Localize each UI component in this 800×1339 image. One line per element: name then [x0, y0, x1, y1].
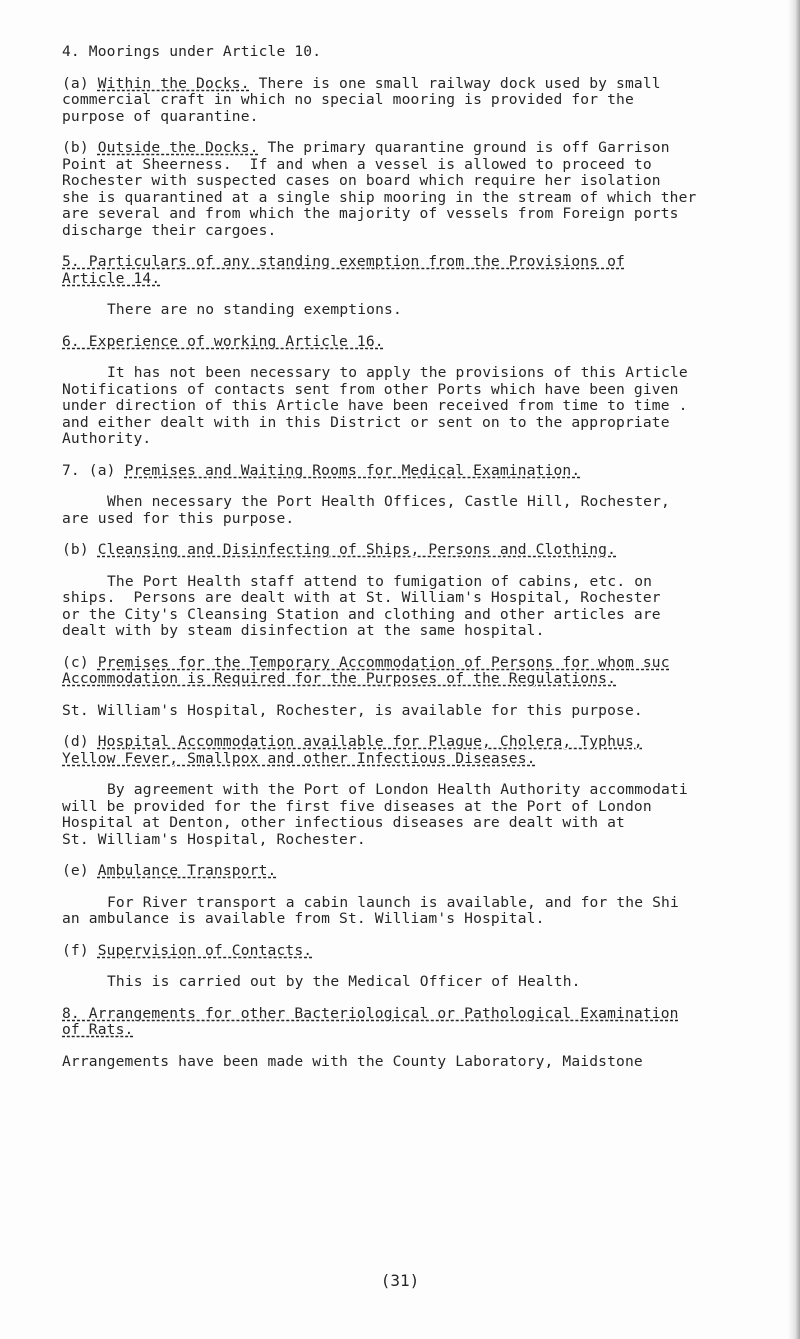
- section-7d-heading: [62, 734, 786, 751]
- section-7f-title: Supervision of Contacts.: [97, 941, 313, 959]
- section-7e-label: (e): [62, 862, 98, 879]
- section-4b-first-line: [62, 140, 786, 157]
- section-4a-title: Within the Docks.: [97, 74, 250, 92]
- section-4b: [62, 140, 786, 239]
- section-8-title: 8. Arrangements for other Bacteriological or Pathological Examination: [62, 1004, 679, 1022]
- section-7a-body: [62, 494, 786, 527]
- section-7c-heading: [62, 655, 786, 672]
- section-7a-label: 7. (a): [62, 461, 125, 479]
- section-7d-title-cont: Yellow Fever, Smallpox and other Infectious Diseases.: [62, 749, 536, 767]
- section-4b-line-2: Rochester with suspected cases on board which require her isolation: [62, 172, 661, 189]
- section-7d-label: (d): [62, 733, 98, 750]
- section-5-body-block: [62, 302, 786, 319]
- section-7d: [62, 734, 786, 767]
- section-4a-line-2: purpose of quarantine.: [62, 107, 259, 125]
- section-7a: [62, 463, 786, 480]
- section-8: [62, 1006, 786, 1039]
- section-7b-line-0: The Port Health staff attend to fumigation of cabins, etc. on: [107, 572, 653, 590]
- section-4a-line-1: commercial craft in which no special mooring is provided for the: [62, 91, 634, 108]
- page-number: (31): [380, 1271, 420, 1290]
- section-7e-title: Ambulance Transport.: [97, 862, 277, 879]
- section-7f-heading: [62, 943, 786, 960]
- section-7c-line-0: St. William's Hospital, Rochester, is available for this purpose.: [62, 701, 643, 719]
- section-4a: [62, 76, 786, 126]
- section-7b-body: [62, 574, 786, 640]
- section-8-title-cont: of Rats.: [62, 1021, 134, 1038]
- section-6: [62, 334, 786, 351]
- section-7d-line-2: Hospital at Denton, other infectious diseases are dealt with at: [62, 814, 625, 831]
- section-7b-heading: [62, 542, 786, 559]
- section-5-body: There are no standing exemptions.: [107, 301, 402, 318]
- section-7c-title-cont: Accommodation is Required for the Purposes of the Regulations.: [62, 670, 617, 687]
- section-6-body: [62, 365, 786, 448]
- section-7f-label: (f): [62, 941, 98, 959]
- section-5-title: 5. Particulars of any standing exemption from the Provisions of: [62, 253, 625, 270]
- section-4b-line-1: Point at Sheerness. If and when a vessel is allowed to proceed to: [62, 155, 652, 173]
- section-4b-line-4: are several and from which the majority of vessels from Foreign ports: [62, 205, 679, 222]
- section-4b-title: Outside the Docks.: [97, 139, 259, 156]
- section-6-title: 6. Experience of working Article 16.: [62, 332, 384, 350]
- section-7d-line-3: St. William's Hospital, Rochester.: [62, 830, 366, 848]
- section-7e: [62, 863, 786, 880]
- section-6-line-3: and either dealt with in this District or sent on to the appropriate: [62, 413, 670, 431]
- section-7f-body: [62, 974, 786, 991]
- section-6-line-2: under direction of this Article have been received from time to time .: [62, 397, 688, 414]
- section-5: [62, 254, 786, 287]
- section-7f-line-0: This is carried out by the Medical Officer of Health.: [107, 973, 581, 990]
- section-7b-line-1: ships. Persons are dealt with at St. William's Hospital, Rochester: [62, 589, 661, 606]
- section-7e-heading: [62, 863, 786, 880]
- section-4b-label: (b): [62, 139, 98, 156]
- section-4a-label: (a): [62, 74, 98, 92]
- section-6-line-1: Notifications of contacts sent from other Ports which have been given: [62, 380, 679, 398]
- section-5-title-cont: Article 14.: [62, 269, 161, 287]
- section-7c-body: [62, 703, 786, 720]
- section-4b-line-3: she is quarantined at a single ship mooring in the stream of which ther: [62, 188, 697, 206]
- section-7d-title: Hospital Accommodation available for Plague, Cholera, Typhus,: [97, 733, 643, 750]
- section-4b-line-0: The primary quarantine ground is off Garrison: [258, 139, 670, 156]
- section-4-heading: 4. Moorings under Article 10.: [62, 43, 322, 60]
- section-7b: [62, 542, 786, 559]
- section-7b-line-3: dealt with by steam disinfection at the same hospital.: [62, 622, 545, 639]
- scan-edge-shadow: [788, 0, 800, 1339]
- section-7e-line-0: For River transport a cabin launch is available, and for the Shi: [107, 893, 679, 911]
- section-4a-first-line: [62, 76, 786, 93]
- section-7a-heading: [62, 463, 786, 480]
- section-7d-line-1: will be provided for the first five diseases at the Port of London: [62, 797, 652, 815]
- section-7d-body: [62, 782, 786, 848]
- section-8-line-0: Arrangements have been made with the County Laboratory, Maidstone: [62, 1052, 643, 1070]
- section-7a-line-1: are used for this purpose.: [62, 509, 295, 527]
- section-4a-line-0: There is one small railway dock used by small: [249, 74, 661, 92]
- section-7c-title: Premises for the Temporary Accommodation of Persons for whom suc: [97, 653, 670, 671]
- section-4: [62, 44, 786, 61]
- section-7e-line-1: an ambulance is available from St. William's Hospital.: [62, 910, 545, 927]
- section-7d-line-0: By agreement with the Port of London Health Authority accommodati: [107, 781, 688, 798]
- section-7a-title: Premises and Waiting Rooms for Medical Examination.: [124, 461, 581, 479]
- section-7b-line-2: or the City's Cleansing Station and clothing and other articles are: [62, 605, 661, 623]
- section-7f: [62, 943, 786, 960]
- section-7b-title: Cleansing and Disinfecting of Ships, Persons and Clothing.: [97, 541, 617, 558]
- section-7c-label: (c): [62, 653, 98, 671]
- section-8-body: [62, 1054, 786, 1071]
- section-7c: [62, 655, 786, 688]
- section-7a-line-0: When necessary the Port Health Offices, Castle Hill, Rochester,: [107, 493, 670, 510]
- section-6-line-0: It has not been necessary to apply the provisions of this Article: [107, 364, 688, 381]
- document-body: [62, 44, 786, 1085]
- section-6-line-4: Authority.: [62, 430, 152, 447]
- section-4b-line-5: discharge their cargoes.: [62, 221, 277, 239]
- section-7b-label: (b): [62, 541, 98, 558]
- section-7e-body: [62, 895, 786, 928]
